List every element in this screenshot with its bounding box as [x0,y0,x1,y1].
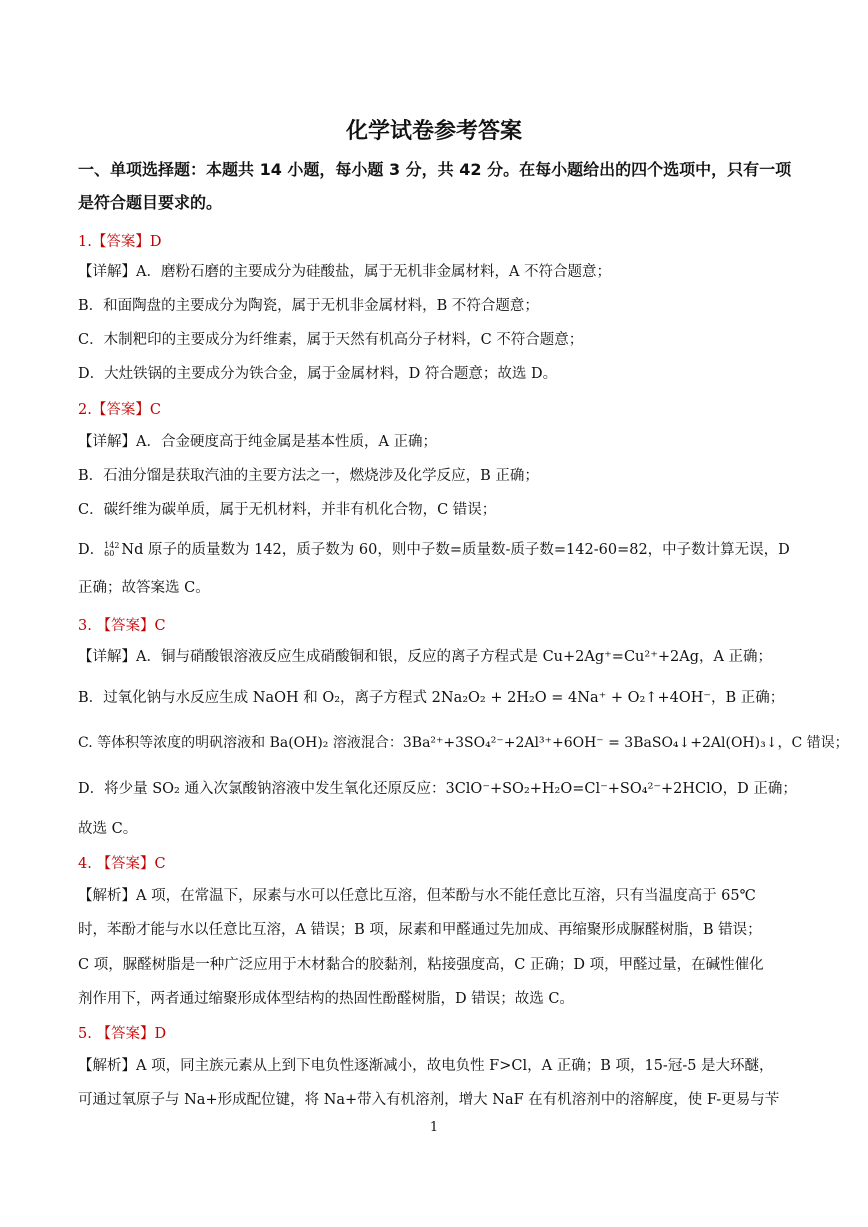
q5-line-2: 可通过氧原子与 Na+形成配位键，将 Na+带入有机溶剂，增大 NaF 在有机溶剂中的溶解度，使 F-更易与苄 [78,1092,780,1108]
page-number: 1 [429,1120,439,1135]
q3-line-3: C. 等体积等浓度的明矾溶液和 Ba(OH)₂ 溶液混合：3Ba²⁺+3SO₄²⁻+2Al³⁺+6OH⁻ = 3BaSO₄↓+2Al(OH)₃↓，C 错误； [78,735,849,751]
q1-answer: 1.【答案】D [78,234,162,250]
page-title: 化学试卷参考答案 [345,119,522,144]
q4-line-4: 剂作用下，两者通过缩聚形成体型结构的热固性酚醛树脂，D 错误；故选 C。 [78,991,574,1007]
q5-answer: 5. 【答案】D [78,1026,167,1042]
q1-line-3: C．木制粑印的主要成分为纤维素，属于天然有机高分子材料，C 不符合题意； [78,332,584,348]
q3-line-1: 【详解】A．铜与硝酸银溶液反应生成硝酸铜和银，反应的离子方程式是 Cu+2Ag⁺=Cu²⁺+2Ag，A 正确； [78,649,773,665]
q3-line-4: D．将少量 SO₂ 通入次氯酸钠溶液中发生氧化还原反应：3ClO⁻+SO₂+H₂O=Cl⁻+SO₄²⁻+2HClO，D 正确； [78,781,797,797]
mass-number: 142 [104,541,120,550]
section-heading: 一、单项选择题：本题共 14 小题，每小题 3 分，共 42 分。在每小题给出的四个选项中，只有一项是符合题目要求的。 [78,160,792,212]
q4-line-2: 时，苯酚才能与水以任意比互溶，A 错误；B 项，尿素和甲醛通过先加成、再缩聚形成脲醛树脂，B 错误； [78,922,762,938]
q4-line-3: C 项，脲醛树脂是一种广泛应用于木材黏合的胶黏剂，粘接强度高，C 正确；D 项，甲醛过量，在碱性催化 [78,957,764,973]
q2-answer: 2.【答案】C [78,402,161,418]
q2-line-4-prefix: D． [78,542,105,558]
atomic-number: 60 [104,549,115,558]
nuclide-notation [104,542,119,558]
q2-line-4 [78,540,790,560]
q2-line-2: B．石油分馏是获取汽油的主要方法之一，燃烧涉及化学反应，B 正确； [78,468,539,484]
q2-line-1: 【详解】A．合金硬度高于纯金属是基本性质，A 正确； [78,434,438,450]
q2-line-4-rest: Nd 原子的质量数为 142，质子数为 60，则中子数=质量数-质子数=142-60=82，中子数计算无误，D [121,542,790,558]
q1-line-4: D．大灶铁锅的主要成分为铁合金，属于金属材料，D 符合题意；故选 D。 [78,366,558,382]
q4-line-1: 【解析】A 项，在常温下，尿素与水可以任意比互溶，但苯酚与水不能任意比互溶，只有当温度高于 65℃ [78,888,756,904]
q2-line-3: C．碳纤维为碳单质，属于无机材料，并非有机化合物，C 错误； [78,502,497,518]
q1-line-1: 【详解】A．磨粉石磨的主要成分为硅酸盐，属于无机非金属材料，A 不符合题意； [78,264,612,280]
q3-answer: 3. 【答案】C [78,618,166,634]
q3-line-2: B．过氧化钠与水反应生成 NaOH 和 O₂，离子方程式 2Na₂O₂ + 2H₂O = 4Na⁺ + O₂↑+4OH⁻，B 正确； [78,690,785,706]
q1-line-2: B．和面陶盘的主要成分为陶瓷，属于无机非金属材料，B 不符合题意； [78,298,539,314]
q2-line-5: 正确；故答案选 C。 [78,580,210,596]
q4-answer: 4. 【答案】C [78,856,166,872]
q3-line-5: 故选 C。 [78,821,138,837]
q5-line-1: 【解析】A 项，同主族元素从上到下电负性逐渐减小，故电负性 F>Cl，A 正确；B 项，15-冠-5 是大环醚， [78,1058,774,1074]
